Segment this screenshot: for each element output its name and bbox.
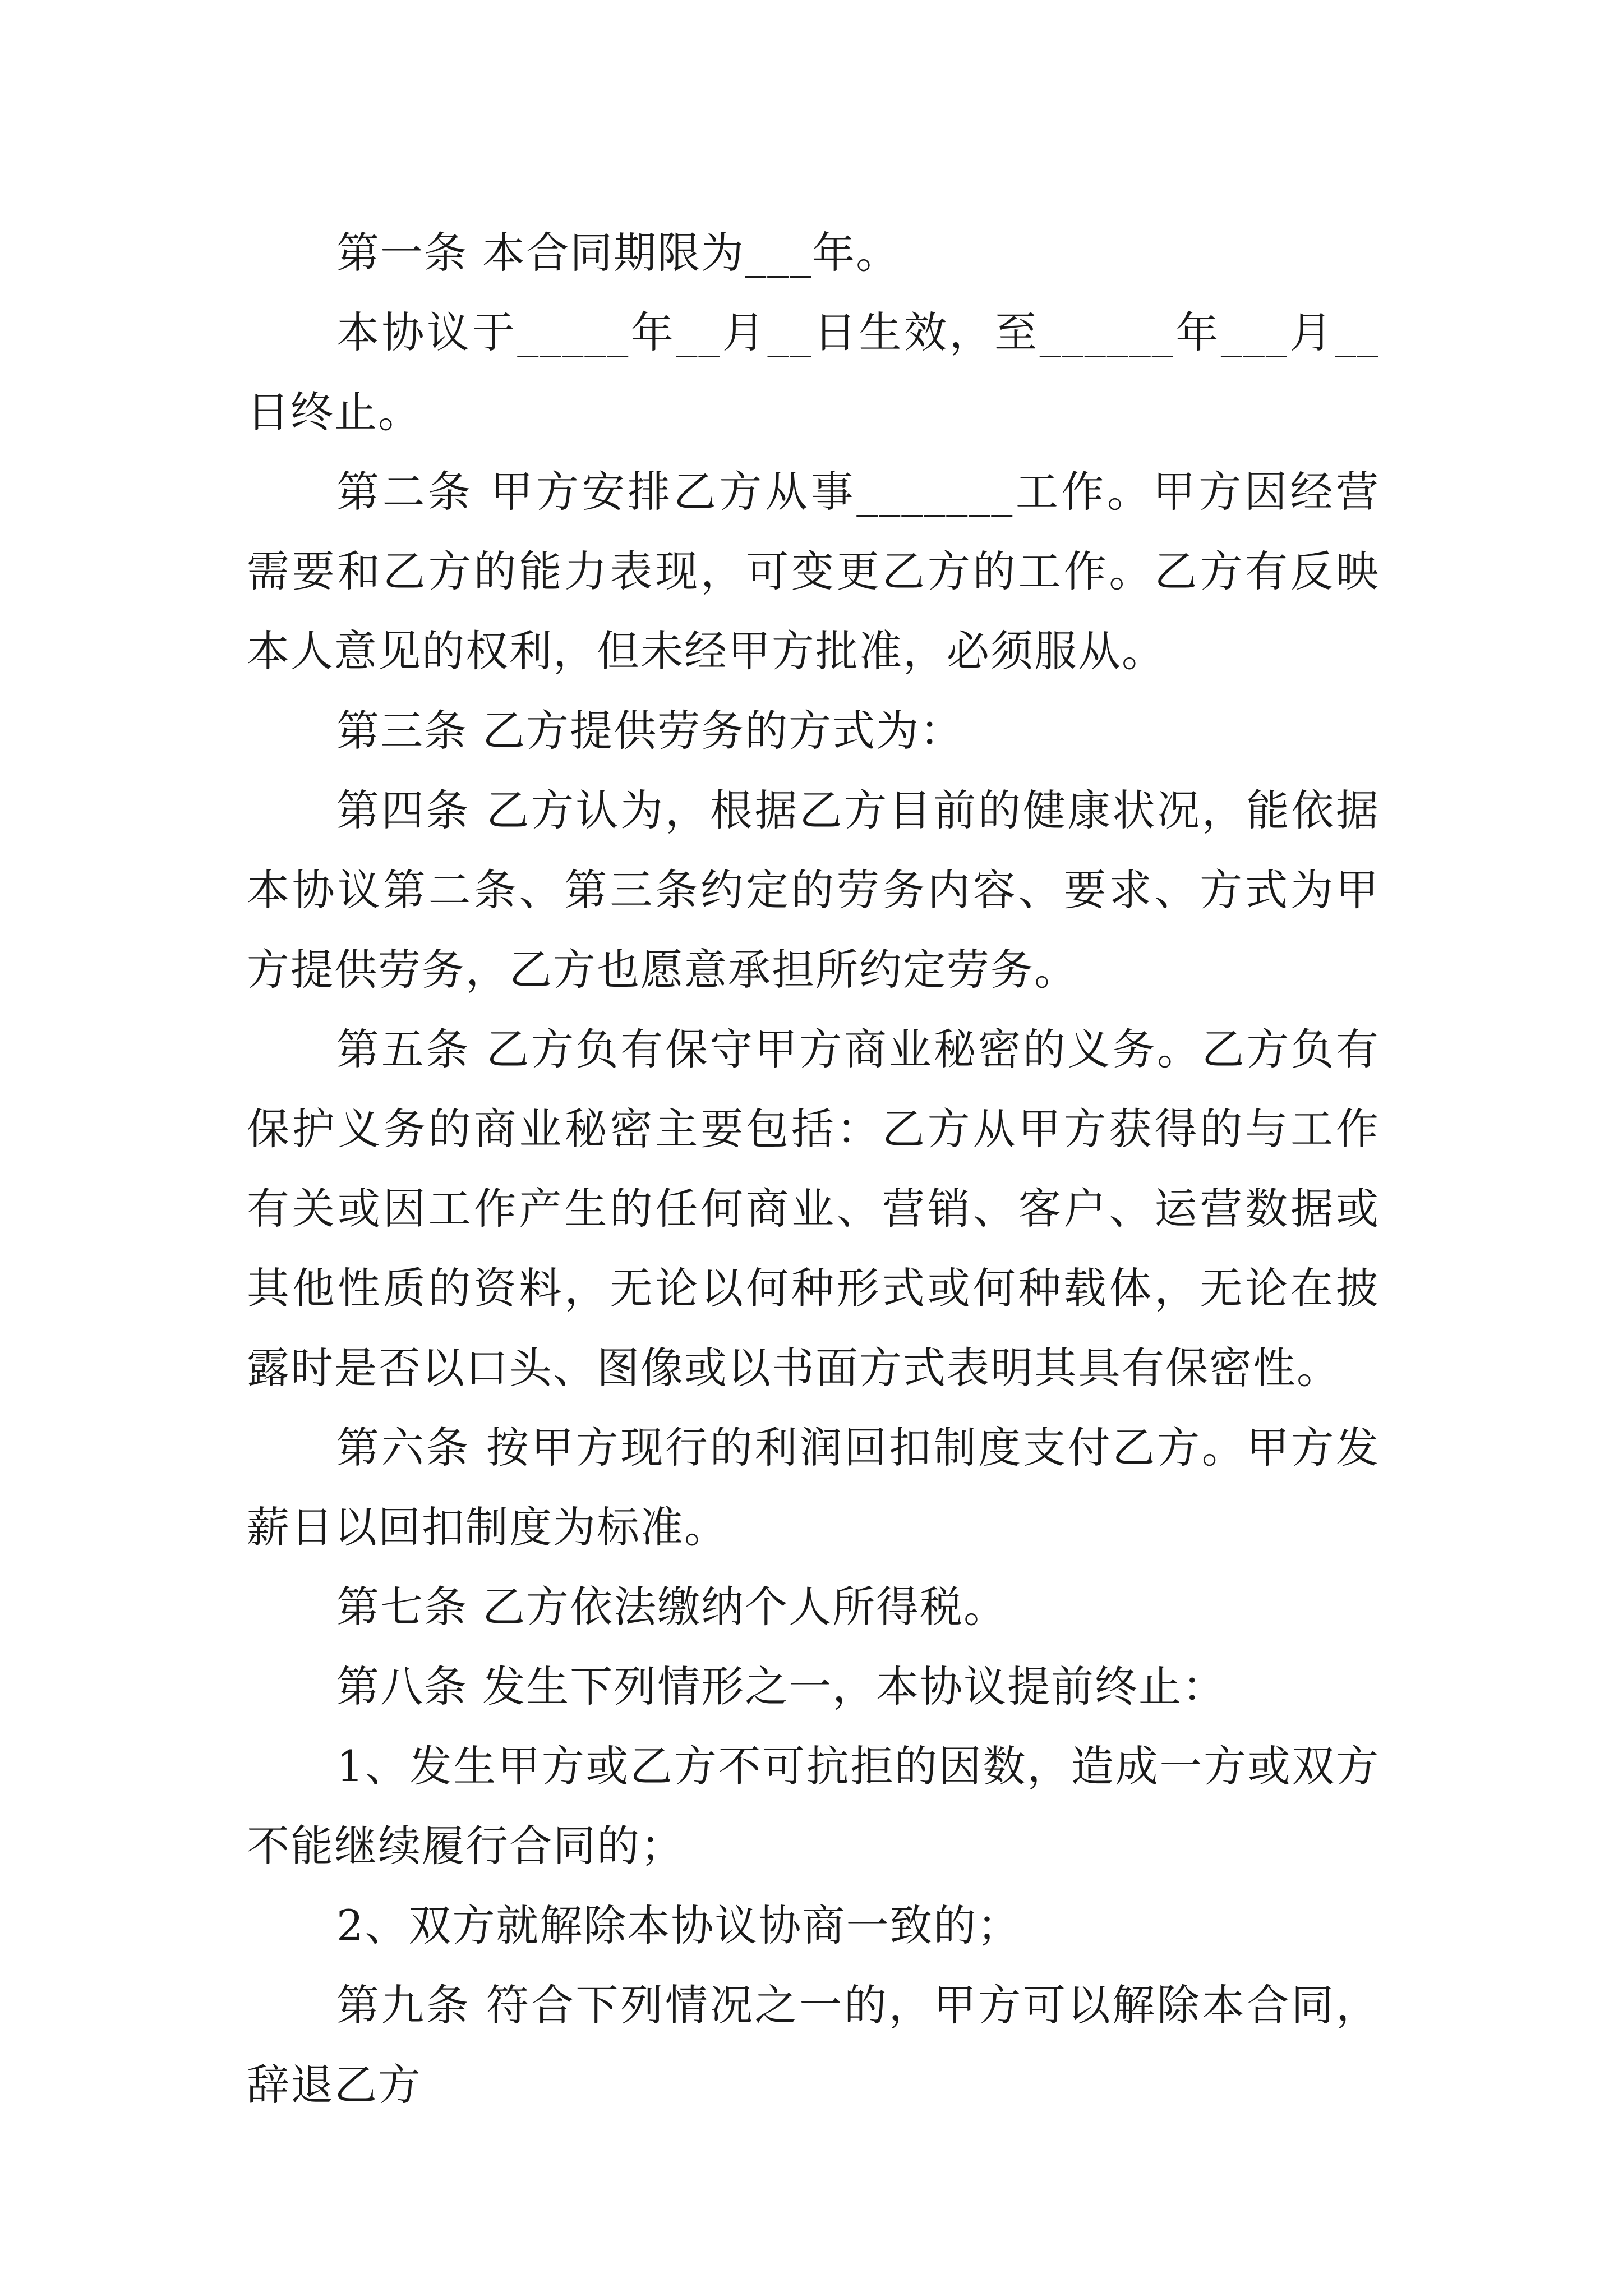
clause-2-work-assignment: 第二条 甲方安排乙方从事_______工作。甲方因经营需要和乙方的能力表现，可变更乙方的工作。乙方有反映本人意见的权利，但未经甲方批准，必须服从。 <box>247 467 1380 676</box>
termination-item-1: 1、发生甲方或乙方不可抗拒的因数，造成一方或双方不能继续履行合同的； <box>247 1741 1380 1871</box>
termination-item-2: 2、双方就解除本协议协商一致的； <box>336 1901 1021 1950</box>
clause-7-income-tax: 第七条 乙方依法缴纳个人所得税。 <box>336 1582 1008 1632</box>
clause-3-service-method: 第三条 乙方提供劳务的方式为： <box>336 706 964 756</box>
clause-9-dismissal: 第九条 符合下列情况之一的，甲方可以解除本合同，辞退乙方 <box>247 1980 1380 2110</box>
clause-6-payment: 第六条 按甲方现行的利润回扣制度支付乙方。甲方发薪日以回扣制度为标准。 <box>247 1423 1380 1552</box>
clause-1-term: 第一条 本合同期限为___年。 <box>336 228 900 278</box>
effective-date-paragraph: 本协议于_____年__月__日生效，至______年___月__日终止。 <box>247 307 1380 437</box>
contract-body <box>247 213 1380 2125</box>
clause-4-health-capacity: 第四条 乙方认为，根据乙方目前的健康状况，能依据本协议第二条、第三条约定的劳务内容、要求、方式为甲方提供劳务，乙方也愿意承担所约定劳务。 <box>247 785 1380 995</box>
clause-5-trade-secrets: 第五条 乙方负有保守甲方商业秘密的义务。乙方负有保护义务的商业秘密主要包括：乙方从甲方获得的与工作有关或因工作产生的任何商业、营销、客户、运营数据或其他性质的资料，无论以何种形式或何种载体，无论在披露时是否以口头、图像或以书面方式表明其具有保密性。 <box>247 1024 1380 1393</box>
clause-8-early-termination: 第八条 发生下列情形之一，本协议提前终止： <box>336 1662 1227 1711</box>
